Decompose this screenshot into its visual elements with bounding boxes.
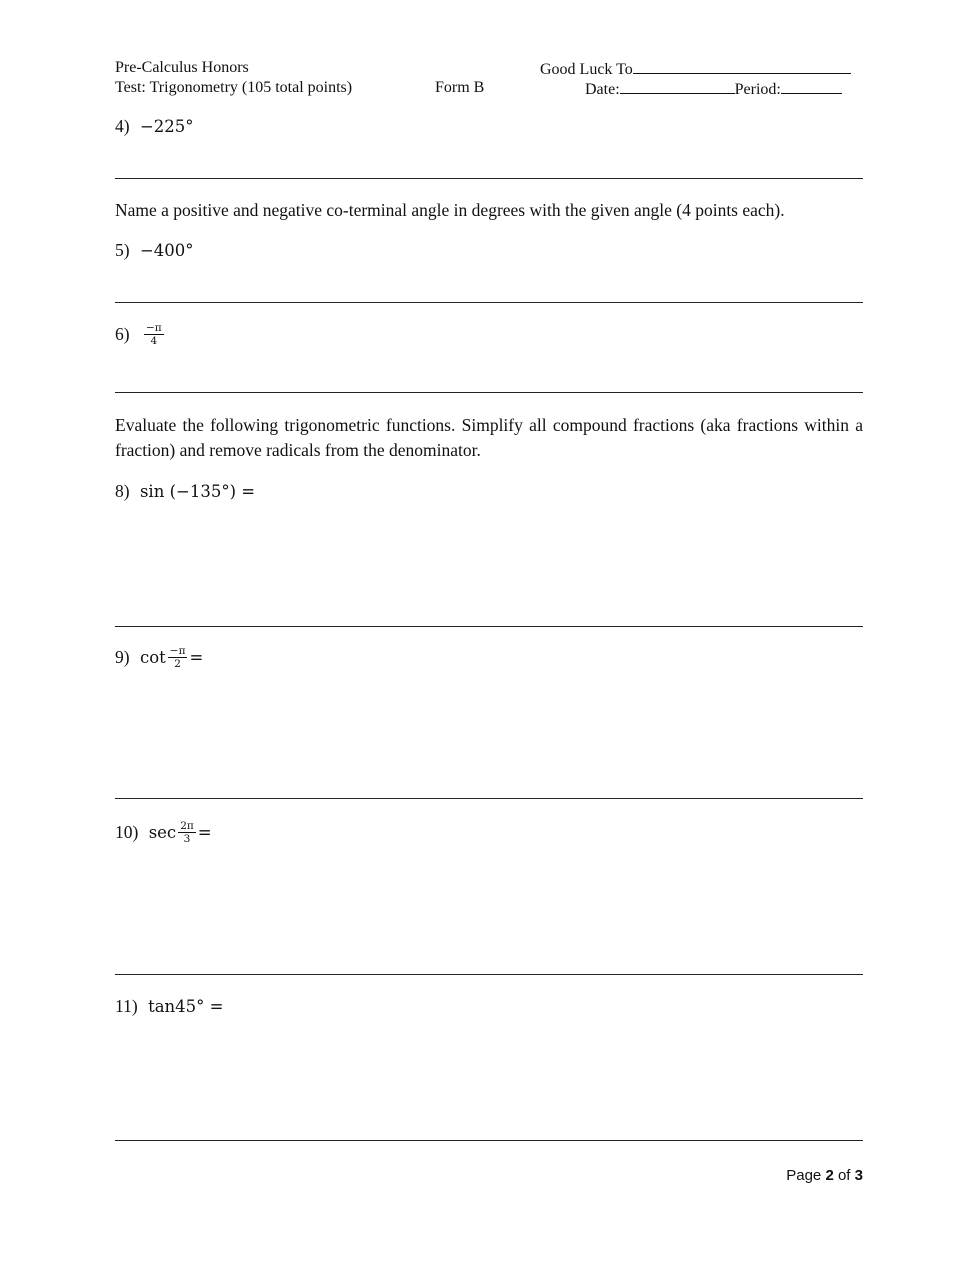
answer-line xyxy=(115,178,863,179)
period-blank[interactable] xyxy=(781,79,842,94)
question-9 xyxy=(115,645,203,670)
fraction-denominator: 3 xyxy=(183,833,191,845)
question-number: 4) xyxy=(115,116,130,136)
question-6 xyxy=(115,322,166,347)
instruction-coterminal: Name a positive and negative co-terminal angle in degrees with the given angle (4 points each). xyxy=(115,200,785,220)
course-title: Pre-Calculus Honors xyxy=(115,59,249,76)
question-number: 11) xyxy=(115,996,138,1016)
name-blank[interactable] xyxy=(633,59,851,74)
question-expression: −400° xyxy=(139,241,194,260)
fraction-denominator: 4 xyxy=(150,335,158,347)
page-label: Page xyxy=(786,1167,822,1184)
answer-line xyxy=(115,302,863,303)
equals-sign: = xyxy=(189,648,204,667)
answer-line xyxy=(115,1140,863,1141)
question-10 xyxy=(115,820,212,845)
of-label: of xyxy=(837,1167,851,1184)
equals-sign: = xyxy=(197,823,212,842)
page-current: 2 xyxy=(825,1167,834,1184)
question-expression: sin (−135°) = xyxy=(139,482,256,501)
date-period-field[interactable] xyxy=(585,79,842,99)
question-11 xyxy=(115,996,223,1017)
answer-line xyxy=(115,392,863,393)
fraction xyxy=(144,322,164,347)
question-number: 10) xyxy=(115,822,139,842)
answer-line xyxy=(115,626,863,627)
trig-function: sec xyxy=(148,823,177,842)
fraction xyxy=(178,820,196,845)
fraction-numerator: 2π xyxy=(180,820,194,832)
fraction-numerator: −π xyxy=(169,645,186,657)
question-8 xyxy=(115,481,255,502)
date-label: Date: xyxy=(585,81,620,98)
name-field[interactable] xyxy=(540,59,851,79)
question-number: 6) xyxy=(115,324,130,344)
answer-line xyxy=(115,974,863,975)
question-number: 5) xyxy=(115,240,130,260)
question-number: 8) xyxy=(115,481,130,501)
date-blank[interactable] xyxy=(620,79,735,94)
fraction xyxy=(168,645,188,670)
question-4 xyxy=(115,116,194,137)
page-total: 3 xyxy=(854,1167,863,1184)
instruction-evaluate: Evaluate the following trigonometric functions. Simplify all compound fractions (aka fractions within a fraction) and remove radicals from the denominator. xyxy=(115,415,863,460)
good-luck-label: Good Luck To xyxy=(540,61,633,78)
trig-function: cot xyxy=(139,648,166,667)
question-number: 9) xyxy=(115,647,130,667)
question-expression: tan45° = xyxy=(148,997,224,1016)
test-title: Test: Trigonometry (105 total points) xyxy=(115,79,353,96)
period-label: Period: xyxy=(734,81,781,98)
question-expression: −225° xyxy=(139,117,194,136)
fraction-denominator: 2 xyxy=(174,658,181,670)
form-label: Form B xyxy=(435,79,485,96)
page-number xyxy=(786,1167,863,1184)
question-5 xyxy=(115,240,194,261)
answer-line xyxy=(115,798,863,799)
fraction-numerator: −π xyxy=(145,322,162,334)
